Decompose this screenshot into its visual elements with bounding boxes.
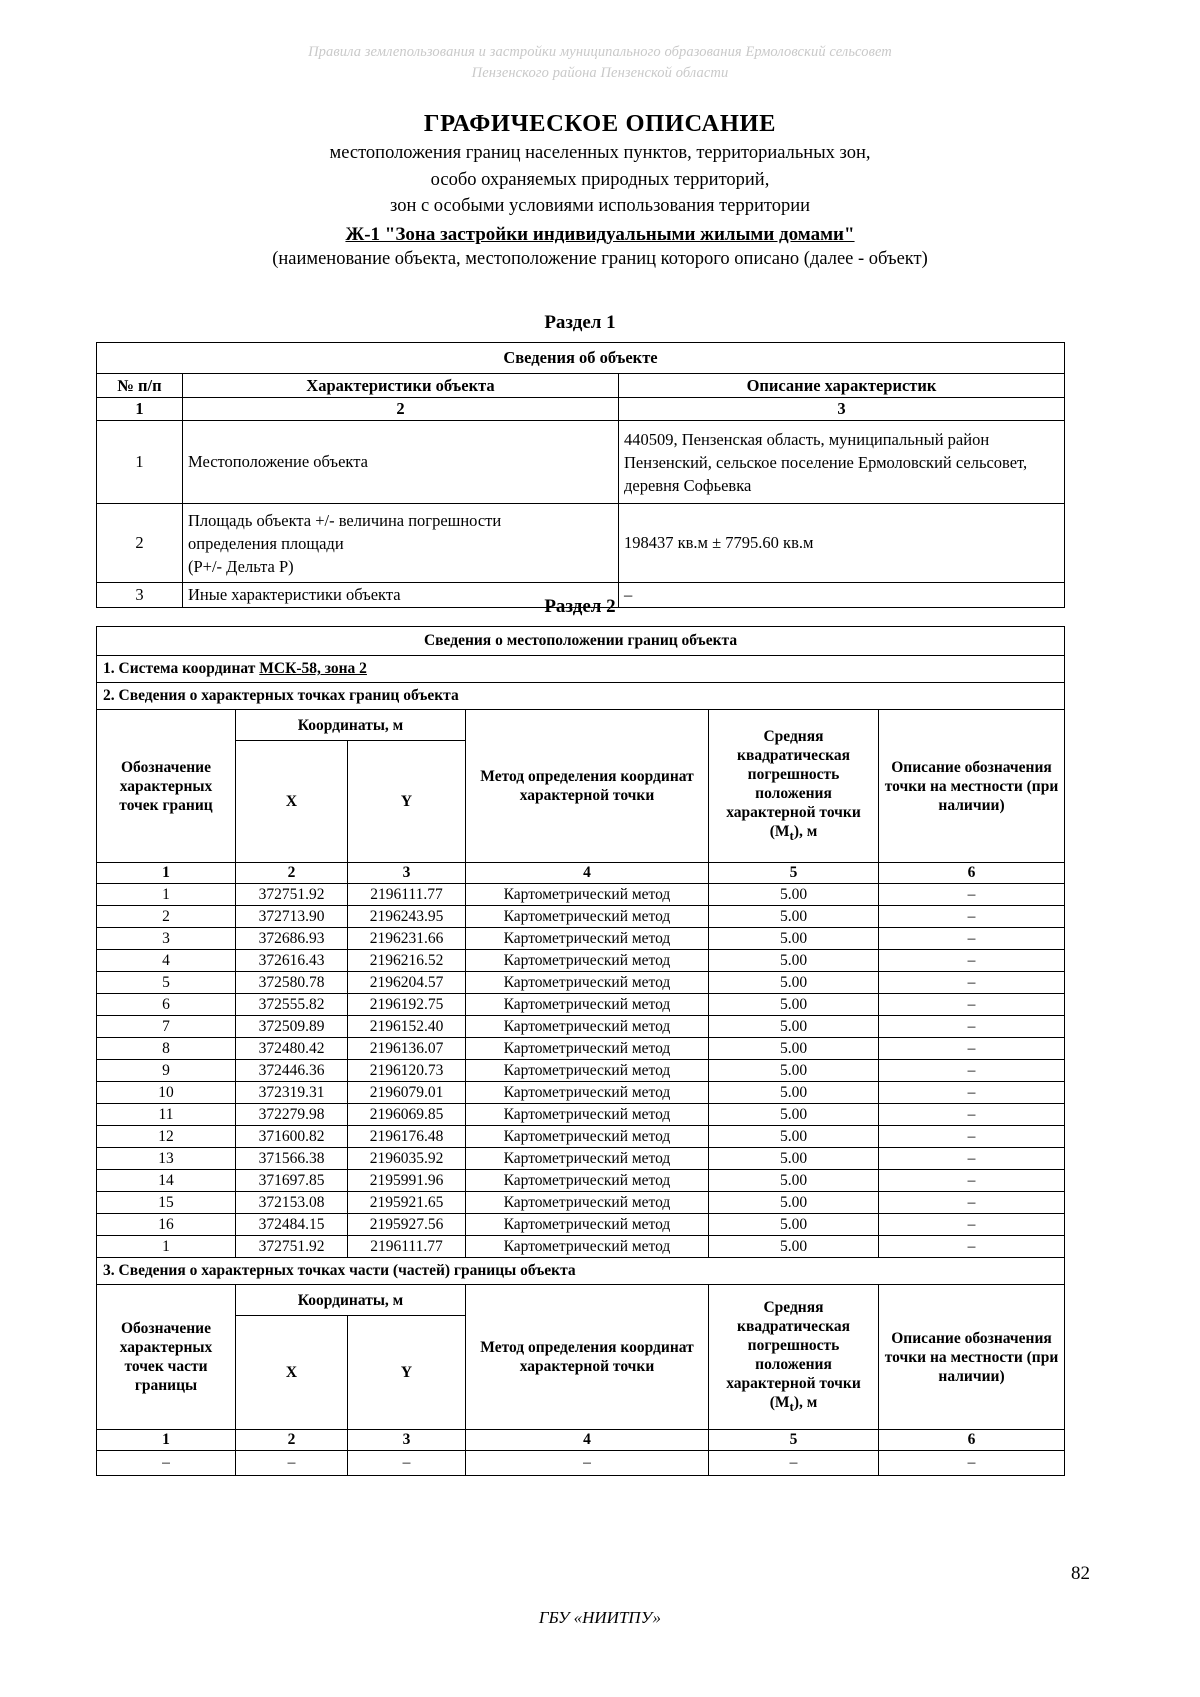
point-number: 9 [97, 1060, 236, 1082]
running-header-line2: Пензенского района Пензенской области [471, 65, 729, 81]
point-y: 2196152.40 [348, 1016, 466, 1038]
table-row [97, 421, 1065, 504]
point-number: 12 [97, 1126, 236, 1148]
point-number: 1 [97, 1236, 236, 1258]
coordinate-system-value: МСК-58, зона 2 [259, 660, 367, 677]
subsection-2-row [97, 683, 1065, 710]
page-title: ГРАФИЧЕСКОЕ ОПИСАНИЕ [423, 110, 777, 137]
boundary-points-table [96, 626, 1065, 1476]
numbering-6: 6 [879, 1430, 1065, 1451]
row-2-characteristic [183, 504, 619, 583]
point-mse: – [709, 1451, 879, 1476]
table-row [97, 1082, 1065, 1104]
points-numbering-row [97, 863, 1065, 884]
header-description: Описание характеристик [619, 374, 1065, 398]
points-rows-container [97, 884, 1065, 1258]
point-description: – [879, 1236, 1065, 1258]
header-part-point-designation: Обозначение характерных точек части границы [97, 1285, 236, 1430]
point-x: – [236, 1451, 348, 1476]
numbering-3: 3 [619, 398, 1065, 421]
table-row [97, 504, 1065, 583]
point-number: 15 [97, 1192, 236, 1214]
table-row [97, 1016, 1065, 1038]
point-method: Картометрический метод [466, 972, 709, 994]
point-mse: 5.00 [709, 906, 879, 928]
table-row [97, 1104, 1065, 1126]
point-method: Картометрический метод [466, 1148, 709, 1170]
point-description: – [879, 994, 1065, 1016]
point-mse: 5.00 [709, 1192, 879, 1214]
header-point-description: Описание обозначения точки на местности (при наличии) [879, 710, 1065, 863]
header-coordinates-group: Координаты, м [236, 710, 466, 741]
table-header-row [97, 374, 1065, 398]
point-number: 6 [97, 994, 236, 1016]
point-mse: 5.00 [709, 1082, 879, 1104]
point-mse: 5.00 [709, 1038, 879, 1060]
point-x: 372686.93 [236, 928, 348, 950]
row-3-characteristic: Иные характеристики объекта [183, 583, 619, 608]
point-x: 372153.08 [236, 1192, 348, 1214]
point-description: – [879, 1038, 1065, 1060]
point-method: – [466, 1451, 709, 1476]
point-y: 2196204.57 [348, 972, 466, 994]
table-row [97, 950, 1065, 972]
table-numbering-row [97, 398, 1065, 421]
point-description: – [879, 972, 1065, 994]
point-number: 4 [97, 950, 236, 972]
part-numbering-row [97, 1430, 1065, 1451]
table-row [97, 972, 1065, 994]
header-mse: Средняя квадратическая погрешность положения характерной точки $(М_t)$, м [709, 710, 879, 863]
numbering-2: 2 [236, 863, 348, 884]
row-2-no: 2 [97, 504, 183, 583]
table-row [97, 1126, 1065, 1148]
point-y: 2196176.48 [348, 1126, 466, 1148]
object-name [0, 224, 1200, 246]
section-2-caption: Раздел 2 [544, 596, 616, 617]
running-header [0, 42, 1200, 84]
point-mse: 5.00 [709, 972, 879, 994]
point-number: 5 [97, 972, 236, 994]
table-row [97, 1236, 1065, 1258]
subtitle-line-2: особо охраняемых природных территорий, [430, 169, 770, 190]
table-banner-row [97, 627, 1065, 656]
point-description: – [879, 1148, 1065, 1170]
point-description: – [879, 1082, 1065, 1104]
point-x: 371600.82 [236, 1126, 348, 1148]
numbering-2: 2 [183, 398, 619, 421]
point-x: 371697.85 [236, 1170, 348, 1192]
subtitle-line-1: местоположения границ населенных пунктов, территориальных зон, [329, 143, 871, 163]
point-number: – [97, 1451, 236, 1476]
point-method: Картометрический метод [466, 1126, 709, 1148]
point-method: Картометрический метод [466, 1104, 709, 1126]
table-row [97, 1451, 1065, 1476]
point-y: 2196079.01 [348, 1082, 466, 1104]
object-name-note: (наименование объекта, местоположение границ которого описано (далее - объект) [272, 249, 928, 269]
point-mse: 5.00 [709, 950, 879, 972]
point-x: 372484.15 [236, 1214, 348, 1236]
point-mse: 5.00 [709, 1126, 879, 1148]
numbering-5: 5 [709, 1430, 879, 1451]
point-method: Картометрический метод [466, 1192, 709, 1214]
point-y: 2196231.66 [348, 928, 466, 950]
coordinate-system [97, 656, 1065, 683]
object-info-banner: Сведения об объекте [97, 343, 1065, 374]
row-3-description: – [619, 583, 1065, 608]
numbering-2: 2 [236, 1430, 348, 1451]
subsection-2-title: 2. Сведения о характерных точках границ объекта [97, 683, 1065, 710]
point-description: – [879, 1192, 1065, 1214]
point-y: 2195921.65 [348, 1192, 466, 1214]
point-number: 16 [97, 1214, 236, 1236]
subsection-3-title: 3. Сведения о характерных точках части (частей) границы объекта [97, 1258, 1065, 1285]
point-description: – [879, 1104, 1065, 1126]
point-number: 2 [97, 906, 236, 928]
point-number: 7 [97, 1016, 236, 1038]
point-number: 11 [97, 1104, 236, 1126]
subtitle-line-3: зон с особыми условиями использования территории [390, 196, 810, 216]
point-y: 2195991.96 [348, 1170, 466, 1192]
table-row [97, 884, 1065, 906]
point-method: Картометрический метод [466, 1170, 709, 1192]
object-info-table [96, 342, 1065, 608]
header-part-y: Y [348, 1316, 466, 1430]
point-method: Картометрический метод [466, 1214, 709, 1236]
point-description: – [879, 906, 1065, 928]
point-mse: 5.00 [709, 994, 879, 1016]
point-x: 372509.89 [236, 1016, 348, 1038]
point-mse: 5.00 [709, 884, 879, 906]
point-x: 372751.92 [236, 884, 348, 906]
header-part-point-description: Описание обозначения точки на местности (при наличии) [879, 1285, 1065, 1430]
point-description: – [879, 1451, 1065, 1476]
header-part-x: X [236, 1316, 348, 1430]
point-description: – [879, 1126, 1065, 1148]
point-mse: 5.00 [709, 928, 879, 950]
section-1-caption: Раздел 1 [544, 312, 616, 333]
table-row [97, 928, 1065, 950]
point-method: Картометрический метод [466, 1016, 709, 1038]
point-x: 372713.90 [236, 906, 348, 928]
header-no: № п/п [97, 374, 183, 398]
point-number: 13 [97, 1148, 236, 1170]
point-mse: 5.00 [709, 1214, 879, 1236]
numbering-6: 6 [879, 863, 1065, 884]
point-description: – [879, 928, 1065, 950]
point-method: Картометрический метод [466, 1236, 709, 1258]
point-mse: 5.00 [709, 1148, 879, 1170]
point-mse: 5.00 [709, 1060, 879, 1082]
point-y: 2196136.07 [348, 1038, 466, 1060]
point-x: 372446.36 [236, 1060, 348, 1082]
row-1-characteristic: Местоположение объекта [183, 421, 619, 504]
point-y: 2195927.56 [348, 1214, 466, 1236]
numbering-1: 1 [97, 863, 236, 884]
numbering-1: 1 [97, 398, 183, 421]
numbering-3: 3 [348, 1430, 466, 1451]
point-method: Картометрический метод [466, 1060, 709, 1082]
row-2-characteristic-line1: Площадь объекта +/- величина погрешности [188, 510, 502, 530]
header-characteristic: Характеристики объекта [183, 374, 619, 398]
row-2-characteristic-line3: (Р+/- Дельта Р) [188, 556, 294, 576]
header-part-mse: Средняя квадратическая погрешность положения характерной точки $(М_t)$, м [709, 1285, 879, 1430]
point-x: 372279.98 [236, 1104, 348, 1126]
table-row [97, 1060, 1065, 1082]
point-method: Картометрический метод [466, 928, 709, 950]
table-row [97, 1214, 1065, 1236]
point-y: 2196069.85 [348, 1104, 466, 1126]
point-method: Картометрический метод [466, 884, 709, 906]
header-x: X [236, 741, 348, 863]
point-number: 14 [97, 1170, 236, 1192]
point-number: 10 [97, 1082, 236, 1104]
point-x: 371566.38 [236, 1148, 348, 1170]
points-header-row-top [97, 710, 1065, 741]
point-y: 2196035.92 [348, 1148, 466, 1170]
point-description: – [879, 1060, 1065, 1082]
point-description: – [879, 1170, 1065, 1192]
subsection-3-row [97, 1258, 1065, 1285]
point-number: 3 [97, 928, 236, 950]
row-3-no: 3 [97, 583, 183, 608]
point-y: 2196243.95 [348, 906, 466, 928]
part-header-row-top [97, 1285, 1065, 1316]
point-x: 372616.43 [236, 950, 348, 972]
table-row [97, 994, 1065, 1016]
header-point-designation: Обозначение характерных точек границ [97, 710, 236, 863]
point-method: Картометрический метод [466, 950, 709, 972]
point-method: Картометрический метод [466, 994, 709, 1016]
row-1-description: 440509, Пензенская область, муниципальный район Пензенский, сельское поселение Ермоловский сельсовет, деревня Софьевка [619, 421, 1065, 504]
row-1-no: 1 [97, 421, 183, 504]
header-method: Метод определения координат характерной точки [466, 710, 709, 863]
object-name-text: Ж-1 "Зона застройки индивидуальными жилыми домами" [345, 224, 855, 245]
point-y: 2196111.77 [348, 1236, 466, 1258]
point-method: Картометрический метод [466, 906, 709, 928]
row-2-description: 198437 кв.м ± 7795.60 кв.м [619, 504, 1065, 583]
table-row [97, 1148, 1065, 1170]
numbering-4: 4 [466, 863, 709, 884]
running-header-line1: Правила землепользования и застройки муниципального образования Ермоловский сельсовет [308, 44, 892, 60]
point-mse: 5.00 [709, 1236, 879, 1258]
point-mse: 5.00 [709, 1170, 879, 1192]
table-row [97, 906, 1065, 928]
numbering-4: 4 [466, 1430, 709, 1451]
point-x: 372480.42 [236, 1038, 348, 1060]
point-y: 2196216.52 [348, 950, 466, 972]
boundary-banner: Сведения о местоположении границ объекта [97, 627, 1065, 656]
point-x: 372580.78 [236, 972, 348, 994]
coordinate-system-row [97, 656, 1065, 683]
table-row [97, 1038, 1065, 1060]
page-number: 82 [1071, 1563, 1090, 1584]
coordinate-system-label: 1. Система координат [103, 660, 256, 677]
header-part-coordinates-group: Координаты, м [236, 1285, 466, 1316]
point-description: – [879, 950, 1065, 972]
point-mse: 5.00 [709, 1016, 879, 1038]
part-rows-container [97, 1451, 1065, 1476]
footer-organization: ГБУ «НИИТПУ» [538, 1608, 662, 1627]
point-number: 1 [97, 884, 236, 906]
point-description: – [879, 884, 1065, 906]
table-row [97, 1192, 1065, 1214]
header-y: Y [348, 741, 466, 863]
section-1 [96, 312, 1064, 608]
point-x: 372319.31 [236, 1082, 348, 1104]
point-description: – [879, 1214, 1065, 1236]
point-y: 2196120.73 [348, 1060, 466, 1082]
numbering-5: 5 [709, 863, 879, 884]
point-x: 372555.82 [236, 994, 348, 1016]
section-2 [96, 596, 1064, 1476]
point-y: 2196111.77 [348, 884, 466, 906]
numbering-3: 3 [348, 863, 466, 884]
table-banner-row [97, 343, 1065, 374]
point-y: – [348, 1451, 466, 1476]
point-description: – [879, 1016, 1065, 1038]
row-2-characteristic-line2: определения площади [188, 533, 344, 553]
point-x: 372751.92 [236, 1236, 348, 1258]
point-method: Картометрический метод [466, 1038, 709, 1060]
document-subtitle [0, 140, 1200, 220]
point-number: 8 [97, 1038, 236, 1060]
header-part-method: Метод определения координат характерной точки [466, 1285, 709, 1430]
numbering-1: 1 [97, 1430, 236, 1451]
table-row [97, 1170, 1065, 1192]
point-y: 2196192.75 [348, 994, 466, 1016]
point-method: Картометрический метод [466, 1082, 709, 1104]
point-mse: 5.00 [709, 1104, 879, 1126]
